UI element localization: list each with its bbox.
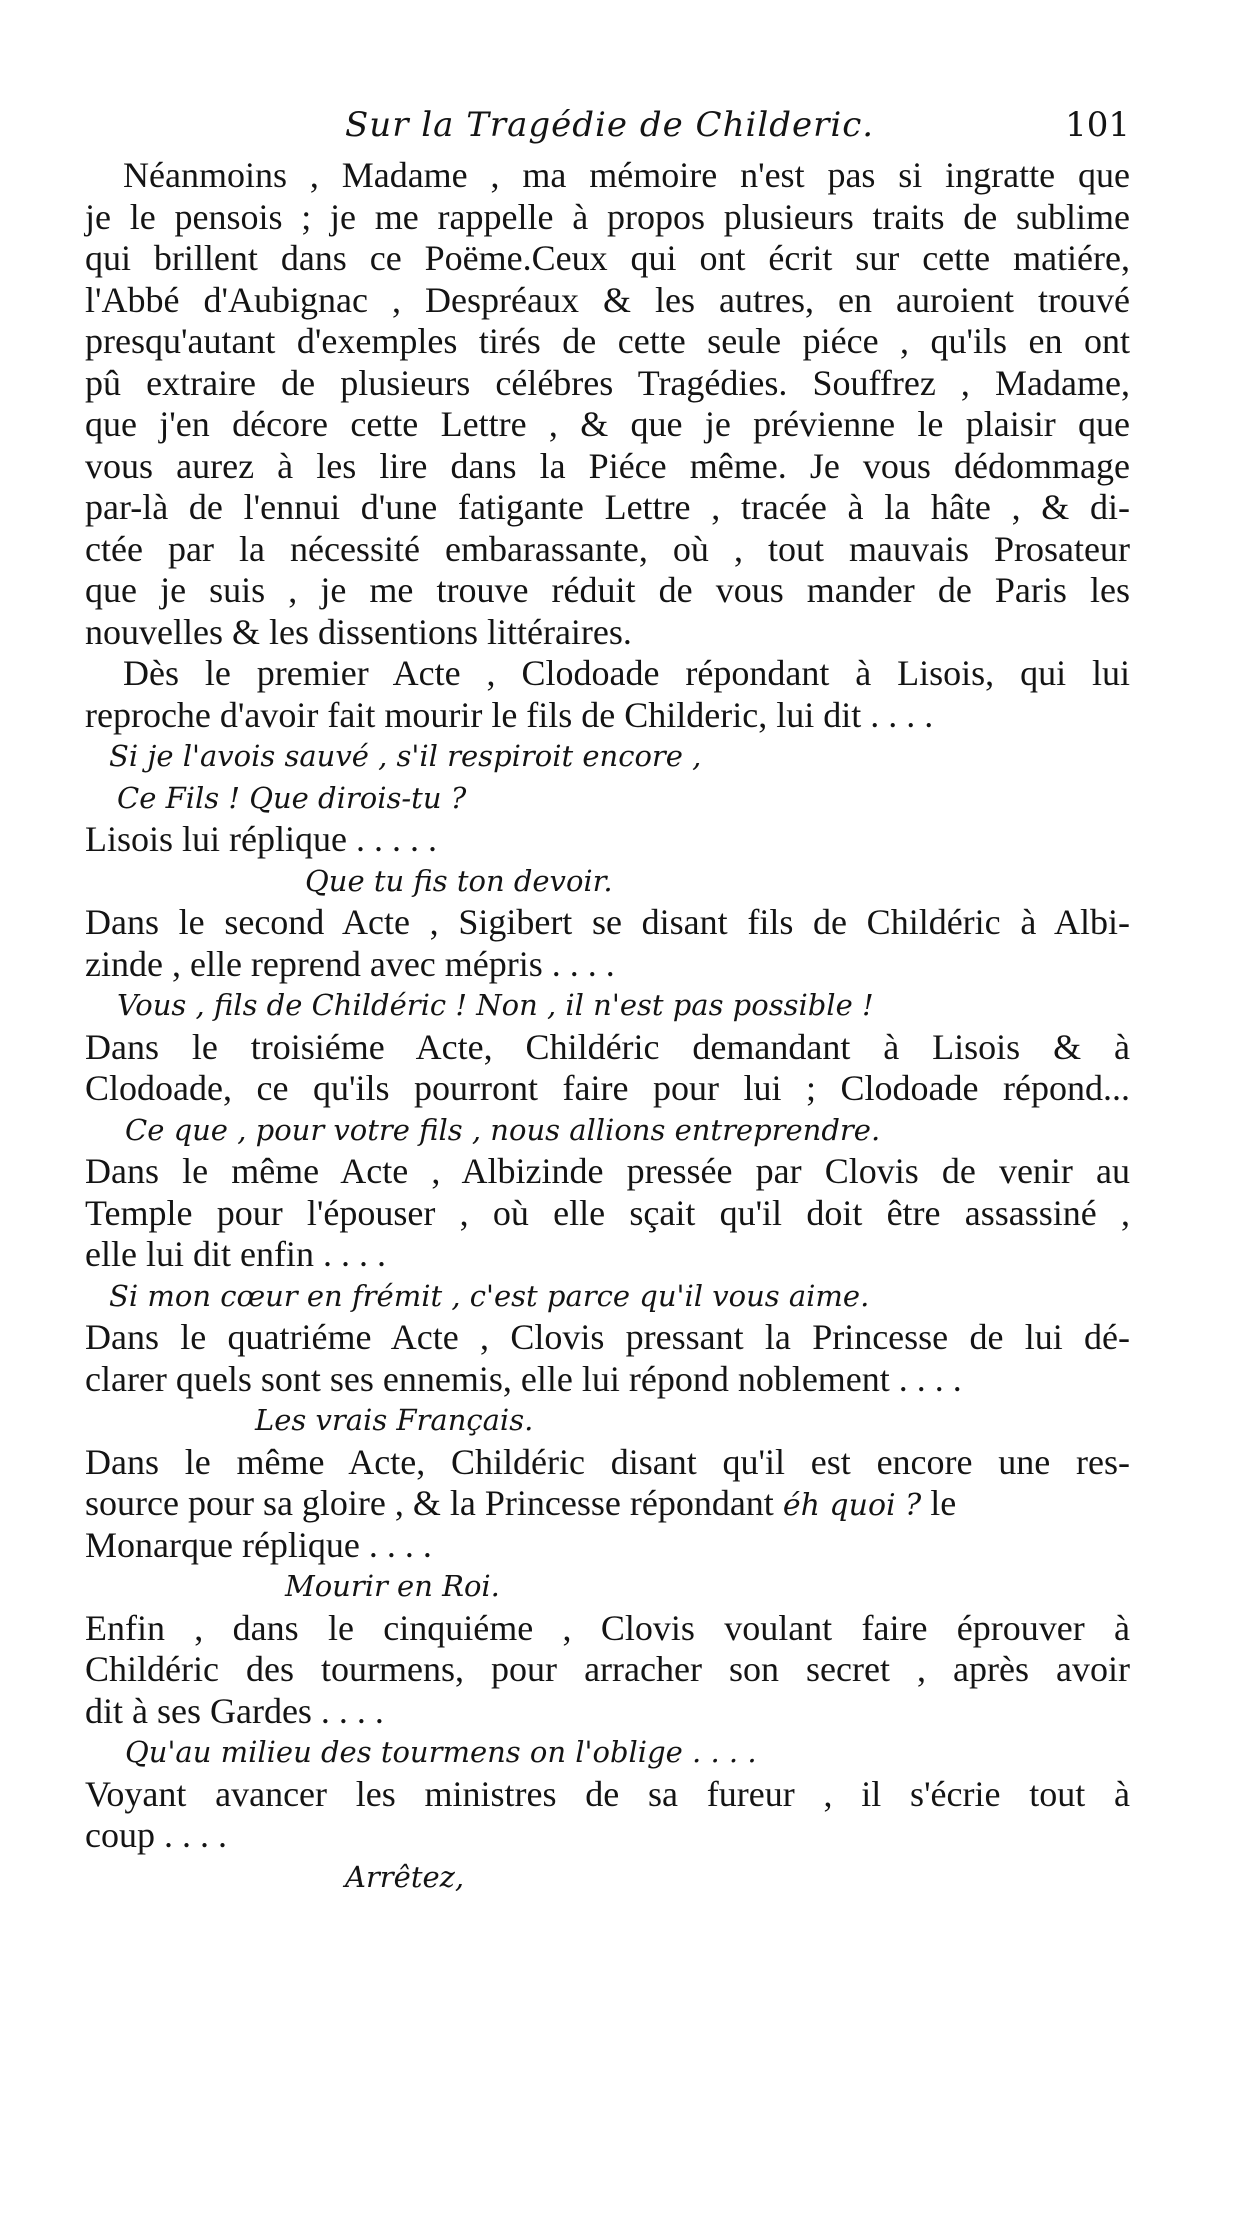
text-segment: source pour sa gloire , & la Princesse répondant <box>85 1483 783 1523</box>
text-line: dit à ses Gardes . . . . <box>85 1690 384 1731</box>
text-line: zinde , elle reprend avec mépris . . . . <box>85 943 615 984</box>
page-number: 101 <box>1065 105 1130 145</box>
text-line: Childéric des tourmens, pour arracher son secret , après avoir <box>85 1649 1130 1689</box>
verse-quote: Mourir en Roi. <box>285 1569 500 1603</box>
text-line: Dès le premier Acte , Clodoade répondant à Lisois, qui lui <box>123 653 1130 693</box>
text-line: elle lui dit enfin . . . . <box>85 1234 386 1274</box>
text-line: Dans le second Acte , Sigibert se disant fils de Childéric à Albi- <box>85 902 1130 942</box>
inline-italic: éh quoi ? <box>782 1488 922 1523</box>
text-line: Enfin , dans le cinquiéme , Clovis voulant faire éprouver à <box>85 1607 1130 1648</box>
verse-quote: Ce que , pour votre fils , nous allions entreprendre. <box>125 1112 881 1147</box>
verse-quote: Si je l'avois sauvé , s'il respiroit encore , <box>109 739 702 773</box>
text-line: Néanmoins , Madame , ma mémoire n'est pas si ingratte que <box>123 155 1130 195</box>
text-line: Temple pour l'épouser , où elle sçait qu'il doit être assassiné , <box>85 1192 1130 1233</box>
text-line: pû extraire de plusieurs célébres Tragédies. Souffrez , Madame, <box>85 362 1130 403</box>
text-line: l'Abbé d'Aubignac , Despréaux & les autres, en auroient trouvé <box>85 279 1130 320</box>
text-line: que je suis , je me trouve réduit de vous mander de Paris les <box>85 570 1130 610</box>
verse-quote: Vous , fils de Childéric ! Non , il n'est pas possible ! <box>117 988 874 1022</box>
text-line: presqu'autant d'exemples tirés de cette seule piéce , qu'ils en ont <box>85 321 1130 361</box>
text-line: ctée par la nécessité embarassante, où , tout mauvais Prosateur <box>85 528 1130 569</box>
text-line: Monarque réplique . . . . <box>85 1524 432 1565</box>
text-line: que j'en décore cette Lettre , & que je prévienne le plaisir que <box>85 404 1130 444</box>
verse-quote: Que tu fis ton devoir. <box>305 863 613 898</box>
text-line <box>85 1483 1130 1525</box>
text-line: Lisois lui réplique . . . . . <box>85 819 437 859</box>
verse-quote: Qu'au milieu des tourmens on l'oblige . . . . <box>125 1735 757 1769</box>
text-segment: le <box>921 1483 957 1523</box>
text-line: nouvelles & les dissentions littéraires. <box>85 611 632 652</box>
text-line: vous aurez à les lire dans la Piéce même. Je vous dédommage <box>85 445 1130 486</box>
text-line: Dans le troisiéme Acte, Childéric demandant à Lisois & à <box>85 1026 1130 1067</box>
verse-quote: Si mon cœur en frémit , c'est parce qu'il vous aime. <box>109 1278 870 1313</box>
running-title: Sur la Tragédie de Childeric. <box>345 105 875 145</box>
page-body <box>85 155 1130 1898</box>
text-line: clarer quels sont ses ennemis, elle lui répond noblement . . . . <box>85 1358 962 1399</box>
text-line: qui brillent dans ce Poëme.Ceux qui ont écrit sur cette matiére, <box>85 238 1130 278</box>
text-line: Dans le même Acte, Childéric disant qu'il est encore une res- <box>85 1441 1130 1482</box>
text-line: je le pensois ; je me rappelle à propos plusieurs traits de sublime <box>85 196 1130 237</box>
text-line: Clodoade, ce qu'ils pourront faire pour lui ; Clodoade répond... <box>85 1068 1130 1108</box>
text-line: Dans le quatriéme Acte , Clovis pressant la Princesse de lui dé- <box>85 1317 1130 1357</box>
text-line: Dans le même Acte , Albizinde pressée par Clovis de venir au <box>85 1151 1130 1191</box>
verse-quote: Les vrais Français. <box>255 1403 534 1437</box>
verse-quote: Ce Fils ! Que dirois-tu ? <box>117 780 467 815</box>
text-line: par-là de l'ennui d'une fatigante Lettre , tracée à la hâte , & di- <box>85 487 1130 527</box>
text-line: reproche d'avoir fait mourir le fils de Childeric, lui dit . . . . <box>85 694 934 735</box>
text-line: coup . . . . <box>85 1815 227 1855</box>
catchword: Arrêtez, <box>345 1859 465 1894</box>
text-line: Voyant avancer les ministres de sa fureur , il s'écrie tout à <box>85 1773 1130 1814</box>
